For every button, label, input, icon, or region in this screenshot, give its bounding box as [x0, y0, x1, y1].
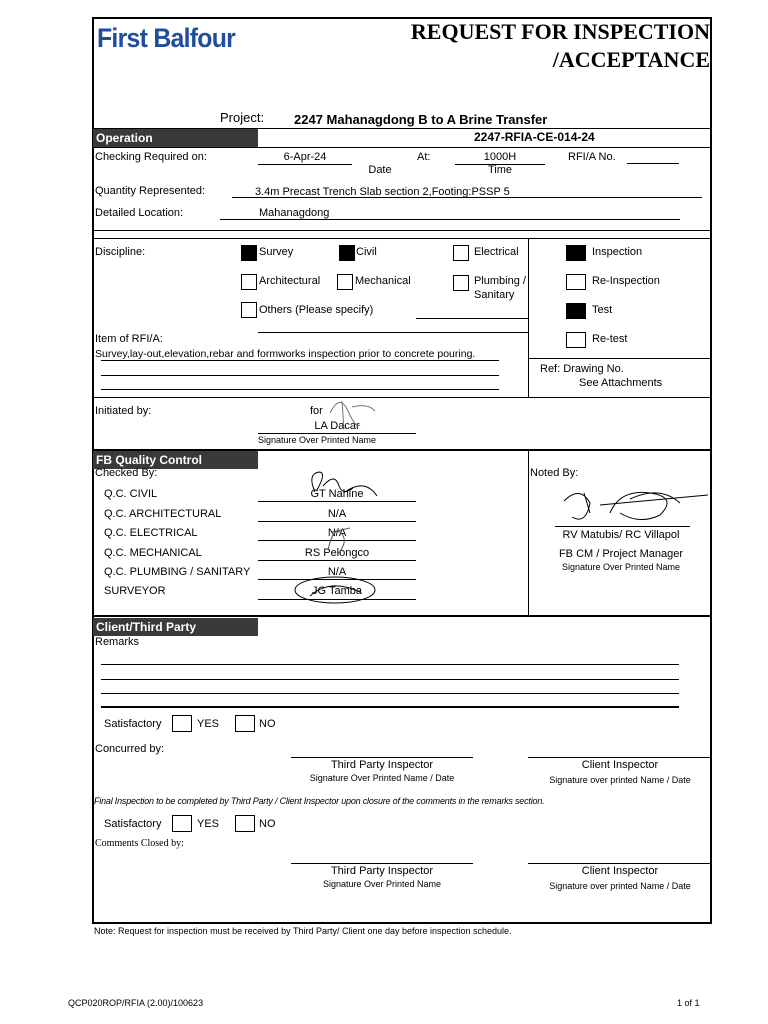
survey-label: Survey	[259, 246, 294, 258]
retest-label: Re-test	[592, 333, 628, 345]
section-divider-top	[93, 230, 712, 231]
initiated-name: LA Dacar	[314, 420, 360, 432]
others-underline-2	[258, 332, 528, 333]
item-of-rfia-label: Item of RFI/A:	[95, 333, 163, 345]
qc-mechanical-name: RS Pelongco	[304, 547, 370, 559]
satisfactory-no-checkbox[interactable]	[235, 715, 255, 732]
architectural-label: Architectural	[259, 275, 321, 287]
satisfactory-yes-checkbox[interactable]	[172, 715, 192, 732]
third-party2-inspector-label: Third Party Inspector	[330, 865, 434, 877]
date-caption: Date	[368, 164, 392, 176]
discipline-column-divider	[528, 238, 529, 398]
civil-checkbox[interactable]	[339, 245, 355, 261]
initiated-by-label: Initiated by:	[95, 405, 152, 417]
inspection-checkbox[interactable]	[566, 245, 586, 261]
client-inspector2-caption: Signature over printed Name / Date	[549, 881, 691, 891]
item-of-rfia-value[interactable]: Survey,lay-out,elevation,rebar and formworks inspection prior to concrete pouring.	[95, 348, 476, 360]
client-section-bar: Client/Third Party	[93, 618, 258, 636]
third-party2-inspector-caption: Signature Over Printed Name	[322, 879, 442, 889]
time-caption: Time	[487, 164, 513, 176]
electrical-checkbox[interactable]	[453, 245, 469, 261]
footer-note: Note: Request for inspection must be received by Third Party/ Client one day before inspection schedule.	[94, 926, 512, 936]
client-inspector-label: Client Inspector	[581, 759, 659, 771]
qc-plumbing-name: N/A	[327, 566, 347, 578]
item-underline-3	[101, 389, 499, 390]
operation-divider	[93, 147, 712, 148]
satisfactory-label: Satisfactory	[104, 718, 162, 730]
others-label: Others (Please specify)	[259, 304, 374, 316]
qc-surveyor-signature	[290, 572, 385, 608]
ref-drawing-value: See Attachments	[579, 377, 663, 389]
final-inspection-note: Final Inspection to be completed by Third Party / Client Inspector upon closure of the comments in the remarks section.	[94, 796, 545, 806]
checking-date-field[interactable]: 6-Apr-24	[283, 151, 327, 163]
form-title-line1: REQUEST FOR INSPECTION	[410, 19, 710, 44]
rfia-no-underline[interactable]	[627, 163, 679, 164]
qc-architectural-role: Q.C. ARCHITECTURAL	[104, 508, 222, 520]
ref-divider	[528, 358, 712, 359]
qc-architectural-name: N/A	[327, 508, 347, 520]
client-inspector2-label: Client Inspector	[581, 865, 659, 877]
checking-time-field[interactable]: 1000H	[483, 151, 517, 163]
comments-closed-label: Comments Closed by:	[95, 838, 184, 849]
client-inspector2-signature-line[interactable]	[528, 863, 712, 864]
initiated-signature-line[interactable]	[258, 433, 416, 434]
noted-by-title: FB CM / Project Manager	[558, 548, 684, 560]
quantity-field[interactable]: 3.4m Precast Trench Slab section 2,Footing:PSSP 5	[255, 186, 510, 198]
sanitary-label: Sanitary	[474, 289, 515, 301]
qc-civil-role: Q.C. CIVIL	[104, 488, 158, 500]
discipline-bottom-divider	[93, 397, 712, 398]
satisfactory2-no-label: NO	[259, 818, 276, 830]
third-party-signature-line[interactable]	[291, 757, 473, 758]
reinspection-checkbox[interactable]	[566, 274, 586, 290]
electrical-label: Electrical	[474, 246, 519, 258]
qc-electrical-role: Q.C. ELECTRICAL	[104, 527, 198, 539]
date-underline	[258, 164, 352, 165]
rfi-number: 2247-RFIA-CE-014-24	[474, 130, 595, 144]
client-top-divider	[93, 615, 712, 617]
qc-surveyor-role: SURVEYOR	[104, 585, 166, 597]
qc-electrical-signature	[320, 520, 360, 560]
remarks-line-2[interactable]	[101, 679, 679, 680]
architectural-checkbox[interactable]	[241, 274, 257, 290]
third-party-inspector-caption: Signature Over Printed Name / Date	[309, 773, 455, 783]
quantity-label: Quantity Represented:	[95, 185, 206, 197]
checking-required-label: Checking Required on:	[95, 151, 207, 163]
civil-label: Civil	[356, 246, 377, 258]
satisfactory2-no-checkbox[interactable]	[235, 815, 255, 832]
others-checkbox[interactable]	[241, 302, 257, 318]
qc-mechanical-role: Q.C. MECHANICAL	[104, 547, 202, 559]
remarks-line-3[interactable]	[101, 693, 679, 694]
inspection-label: Inspection	[592, 246, 643, 258]
project-label: Project:	[220, 110, 265, 125]
initiated-for-text: for	[310, 405, 323, 417]
client-inspector-signature-line[interactable]	[528, 757, 712, 758]
checked-by-label: Checked By:	[95, 467, 158, 479]
qc-electrical-name: N/A	[327, 527, 347, 539]
satisfactory-no-label: NO	[259, 718, 276, 730]
satisfactory2-yes-label: YES	[197, 818, 220, 830]
remarks-label: Remarks	[95, 636, 140, 648]
third-party2-signature-line[interactable]	[291, 863, 473, 864]
qc-plumbing-role: Q.C. PLUMBING / SANITARY	[104, 566, 251, 578]
test-label: Test	[592, 304, 613, 316]
client-inspector-caption: Signature over printed Name / Date	[549, 775, 691, 785]
noted-by-caption: Signature Over Printed Name	[561, 562, 681, 572]
satisfactory-yes-label: YES	[197, 718, 220, 730]
form-title-line2: /ACCEPTANCE	[552, 47, 710, 72]
page-number: 1 of 1	[677, 998, 700, 1008]
mechanical-checkbox[interactable]	[337, 274, 353, 290]
remarks-line-1[interactable]	[101, 664, 679, 665]
item-underline-2	[101, 375, 499, 376]
operation-section-bar: Operation	[93, 129, 258, 147]
remarks-line-4[interactable]	[101, 706, 679, 708]
form-code: QCP020ROP/RFIA (2.00)/100623	[68, 998, 204, 1008]
qc-civil-name: GT Nahine	[310, 488, 364, 500]
qc-civil-signature	[305, 468, 385, 504]
noted-by-signature	[560, 483, 710, 528]
third-party-inspector-label: Third Party Inspector	[330, 759, 434, 771]
noted-by-signature-line[interactable]	[555, 526, 690, 527]
qc-section-bar: FB Quality Control	[93, 451, 258, 469]
qc-surveyor-name: JG Tamba	[312, 585, 362, 597]
initiated-caption: Signature Over Printed Name	[258, 435, 377, 445]
company-logo: First Balfour	[97, 23, 236, 53]
plumbing-label: Plumbing /	[474, 275, 526, 287]
at-label: At:	[417, 151, 431, 163]
reinspection-label: Re-Inspection	[592, 275, 660, 287]
location-field[interactable]: Mahanagdong	[259, 207, 330, 219]
rfia-no-label: RFI/A No.	[568, 151, 616, 163]
discipline-label: Discipline:	[95, 246, 146, 258]
section-divider-bottom	[93, 238, 712, 239]
test-checkbox[interactable]	[566, 303, 586, 319]
noted-by-name: RV Matubis/ RC Villapol	[562, 529, 680, 541]
project-name: 2247 Mahanagdong B to A Brine Transfer	[294, 112, 548, 127]
others-underline[interactable]	[416, 318, 528, 319]
satisfactory2-label: Satisfactory	[104, 818, 162, 830]
mechanical-label: Mechanical	[355, 275, 411, 287]
concurred-by-label: Concurred by:	[95, 743, 165, 755]
item-underline-1	[101, 360, 499, 361]
qc-mechanical-line[interactable]	[258, 560, 416, 561]
retest-checkbox[interactable]	[566, 332, 586, 348]
noted-by-label: Noted By:	[530, 467, 579, 479]
location-label: Detailed Location:	[95, 207, 184, 219]
quantity-underline	[232, 197, 702, 198]
survey-checkbox[interactable]	[241, 245, 257, 261]
initiated-signature	[320, 393, 380, 433]
plumbing-checkbox[interactable]	[453, 275, 469, 291]
qc-column-divider	[528, 451, 529, 616]
ref-drawing-label: Ref: Drawing No.	[540, 363, 624, 375]
location-underline	[220, 219, 680, 220]
satisfactory2-yes-checkbox[interactable]	[172, 815, 192, 832]
